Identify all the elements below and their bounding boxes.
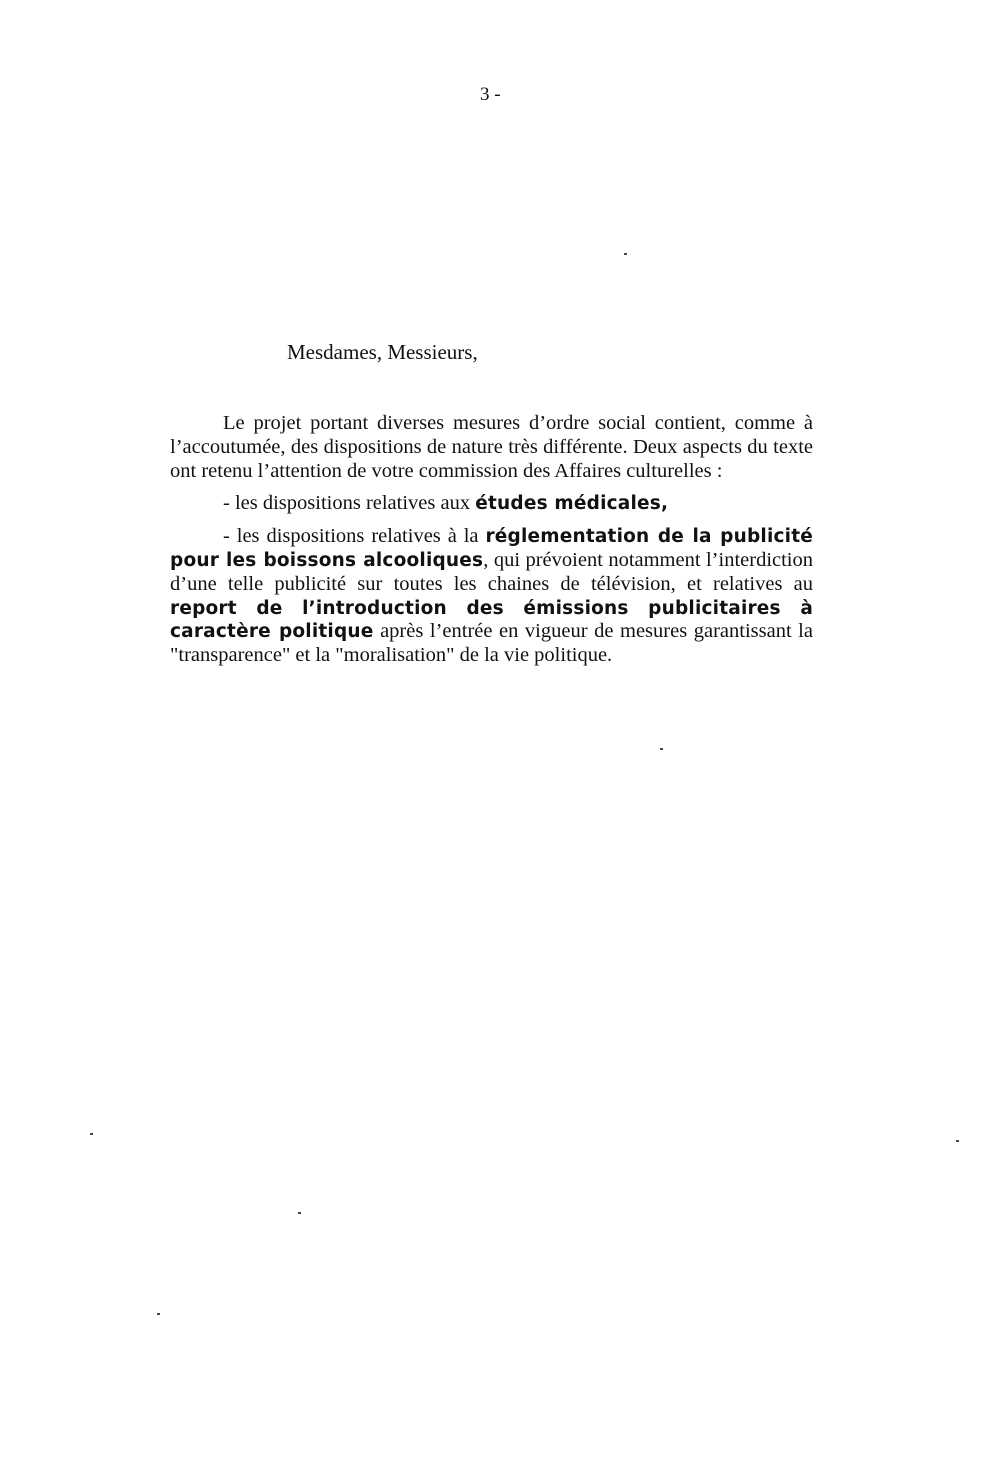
list-item-1-prefix: - les dispositions relatives aux — [223, 492, 476, 515]
scan-speck — [956, 1140, 959, 1142]
list-item-advertising — [170, 525, 813, 668]
body-text — [170, 412, 813, 668]
list-item-2-middle: , qui prévoient notamment l’interdiction d’une telle publicité sur toutes les chaines de télévision, et relatives au — [170, 548, 814, 595]
scan-speck — [157, 1313, 160, 1315]
list-item-medical-studies — [170, 492, 813, 516]
scan-speck — [624, 253, 627, 255]
list-item-2-prefix: - les dispositions relatives à la — [223, 525, 486, 548]
list-item-2-emphasis-1: réglementation de la publicité pour les boissons alcooliques — [170, 526, 813, 571]
salutation: Mesdames, Messieurs, — [287, 340, 478, 364]
scan-speck — [298, 1212, 301, 1214]
list-item-2-emphasis-2: report de l’introduction des émissions publicitaires à caractère politique — [170, 597, 813, 643]
intro-paragraph: Le projet portant diverses mesures d’ordre social contient, comme à l’accoutumée, des dispositions de nature très différente. Deux aspects du texte ont retenu l’attention de votre commission des Affaires culturelles : — [170, 412, 813, 482]
scan-speck — [90, 1133, 93, 1135]
list-item-2-suffix: après l’entrée en vigueur de mesures garantissant la "transparence" et la "moralisation" de la vie politique. — [170, 620, 813, 667]
list-item-1-emphasis: études médicales, — [475, 493, 669, 515]
scan-speck — [660, 748, 663, 750]
page-number: 3 - — [480, 84, 501, 105]
